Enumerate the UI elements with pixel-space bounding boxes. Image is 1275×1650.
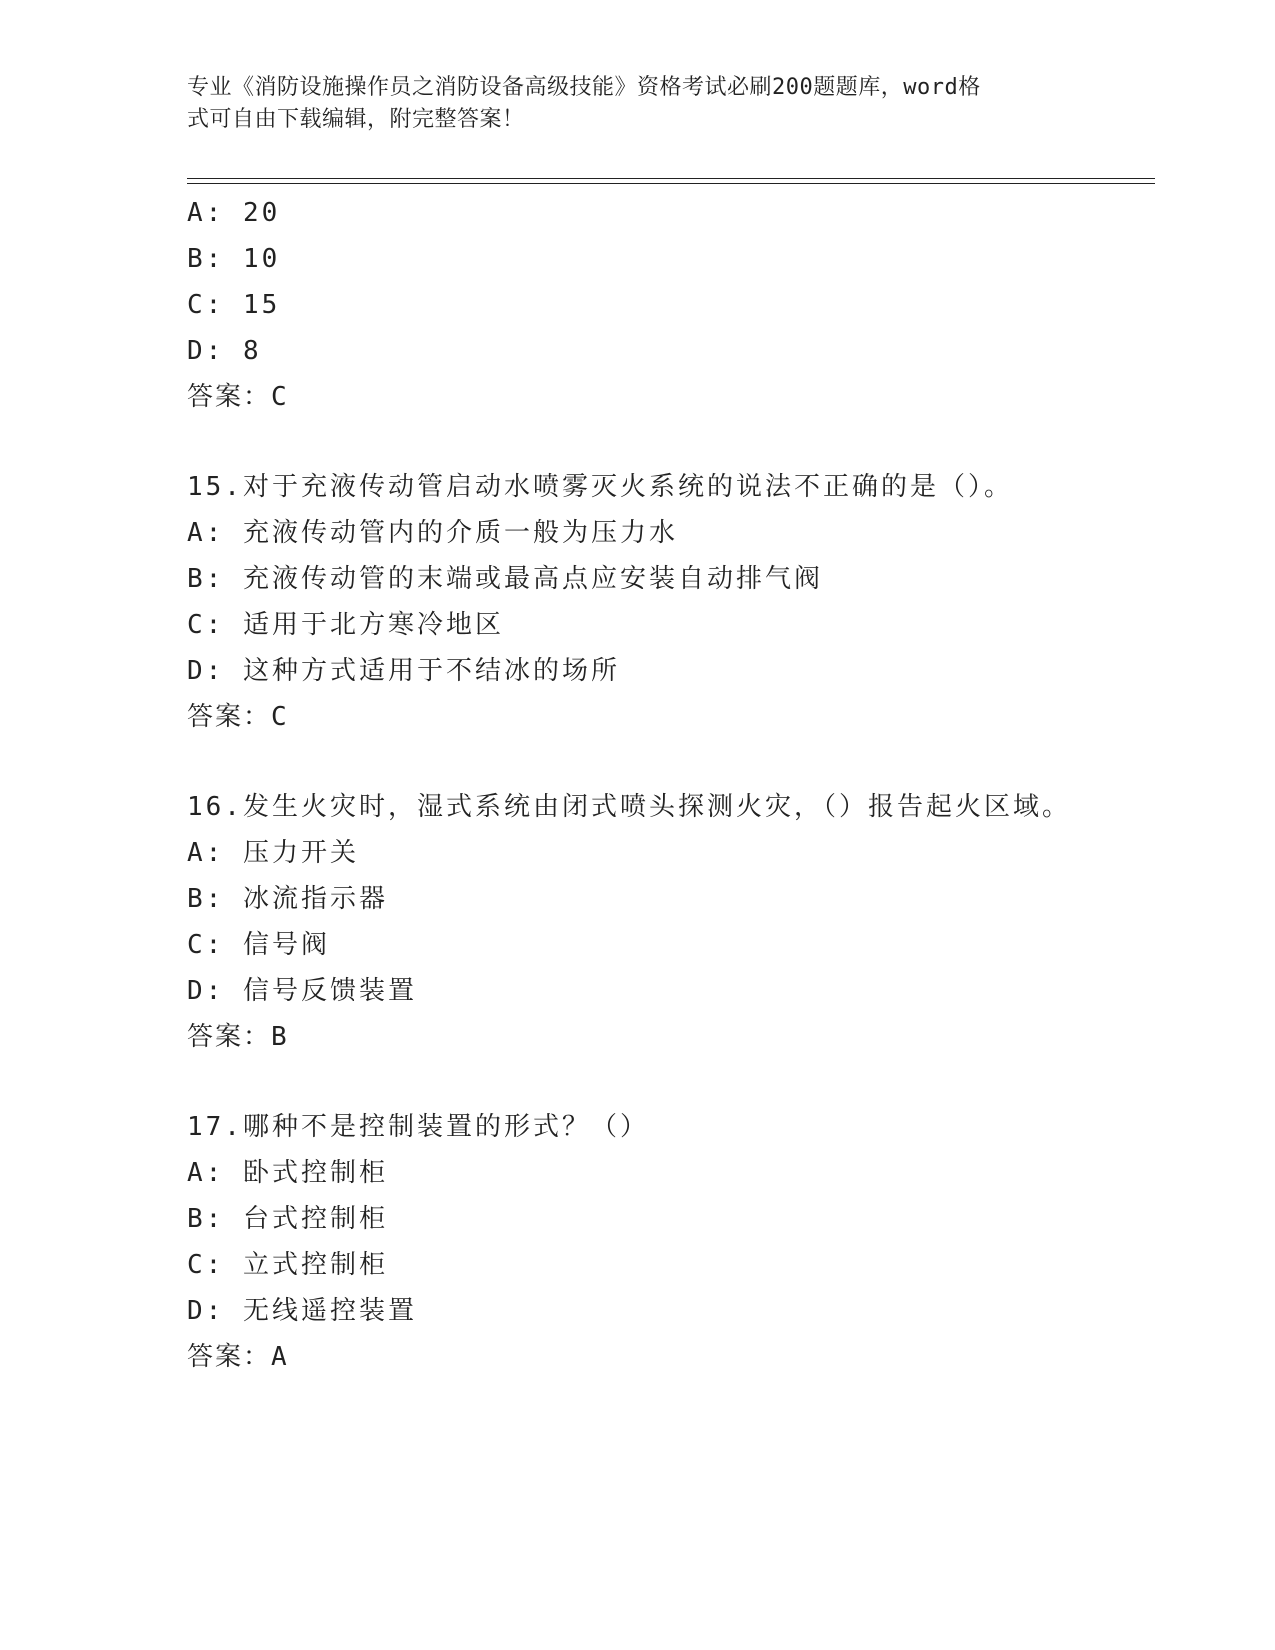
option-a: A: 卧式控制柜 (187, 1158, 388, 1188)
option-c: C: 信号阀 (187, 930, 330, 960)
answer: 答案：A (187, 1342, 289, 1372)
option-b: B: 冰流指示器 (187, 884, 388, 914)
answer: 答案：C (187, 702, 289, 732)
option-a: A: 充液传动管内的介质一般为压力水 (187, 518, 678, 548)
question-17 (187, 1104, 1147, 1380)
header-line-1: 专业《消防设施操作员之消防设备高级技能》资格考试必刷200题题库，word格 (187, 75, 981, 100)
option-b: B: 10 (187, 244, 281, 274)
option-c: C: 适用于北方寒冷地区 (187, 610, 504, 640)
question-16 (187, 784, 1147, 1060)
question-15 (187, 464, 1147, 740)
question-stem: 15.对于充液传动管启动水喷雾灭火系统的说法不正确的是（）。 (187, 472, 1013, 502)
option-b: B: 充液传动管的末端或最高点应安装自动排气阀 (187, 564, 823, 594)
option-a: A: 20 (187, 198, 281, 228)
option-d: D: 无线遥控装置 (187, 1296, 417, 1326)
header-line-2: 式可自由下载编辑，附完整答案！ (187, 107, 525, 132)
option-b: B: 台式控制柜 (187, 1204, 388, 1234)
header-divider-bottom (187, 183, 1155, 184)
option-d: D: 这种方式适用于不结冰的场所 (187, 656, 620, 686)
option-d: D: 8 (187, 336, 262, 366)
header-divider-top (187, 178, 1155, 179)
answer: 答案：B (187, 1022, 289, 1052)
question-stem: 17.哪种不是控制装置的形式？（） (187, 1112, 649, 1142)
question-stem: 16.发生火灾时，湿式系统由闭式喷头探测火灾，（）报告起火区域。 (187, 792, 1071, 822)
answer: 答案：C (187, 382, 289, 412)
option-d: D: 信号反馈装置 (187, 976, 417, 1006)
question-list (187, 190, 1147, 1380)
document-header (187, 72, 1067, 136)
option-c: C: 立式控制柜 (187, 1250, 388, 1280)
option-c: C: 15 (187, 290, 281, 320)
question-14-continued (187, 190, 1147, 420)
option-a: A: 压力开关 (187, 838, 359, 868)
